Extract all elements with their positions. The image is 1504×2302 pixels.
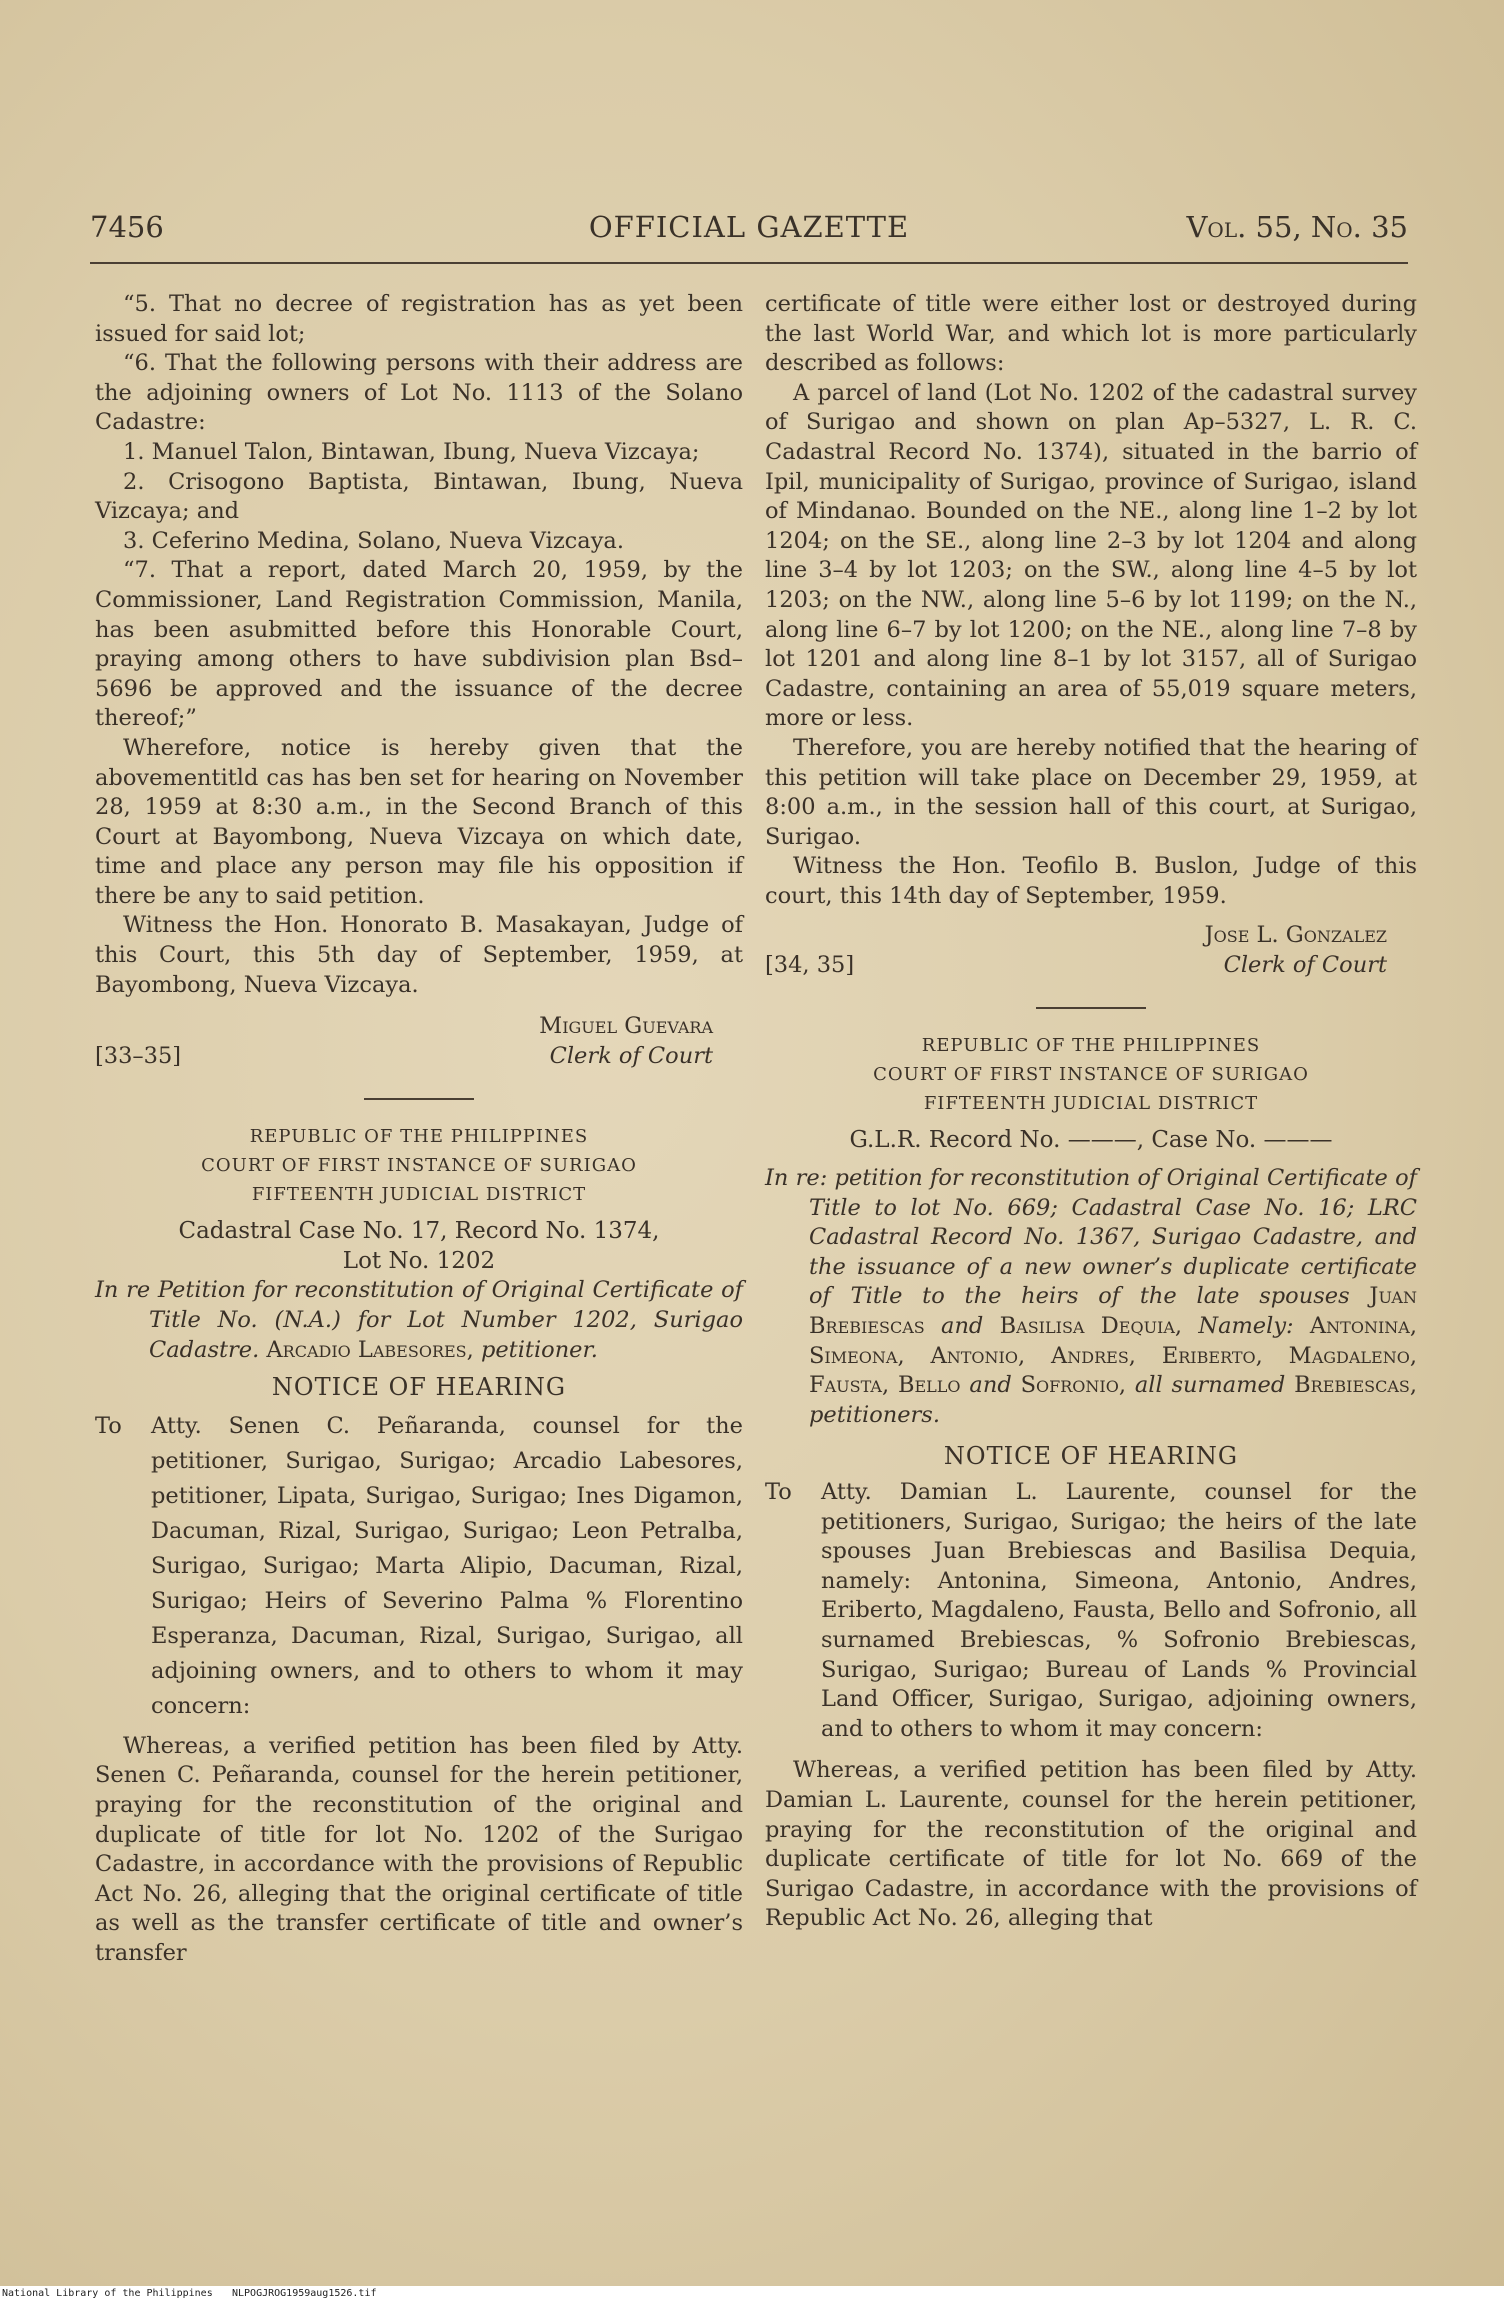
issue-reference: [34, 35] xyxy=(765,952,855,979)
case-caption xyxy=(95,1217,743,1276)
paragraph: Whereas, a verified petition has been filed by Atty. Senen C. Peñaranda, counsel for the herein petitioner, praying for the reconstitution of the original and duplicate of title for lot No. 1202 of the Surigao Cadastre, in accordance with the provisions of Republic Act No. 26, alleging that the original certificate of title as well as the transfer certificate of title and owner’s transfer xyxy=(95,1732,743,1966)
signature-block xyxy=(95,1012,743,1074)
case-line: Lot No. 1202 xyxy=(342,1247,496,1274)
to-label: To xyxy=(765,1479,792,1505)
witness-paragraph: Witness the Hon. Teofilo B. Buslon, Judge of this court, this 14th day of September, 1959. xyxy=(765,853,1417,909)
paragraph: “7. That a report, dated March 20, 1959, by the Commissioner, Land Registration Commission, Manila, has been asubmitted before this Honorable Court, praying among others to have subdivision plan Bsd–5696 be approved and the issuance of the decree thereof;” xyxy=(95,557,743,732)
volume-number: Vol. 55, No. 35 xyxy=(1186,210,1408,244)
addressees xyxy=(95,1409,743,1724)
list-item: 3. Ceferino Medina, Solano, Nueva Vizcaya. xyxy=(123,527,624,554)
section-divider xyxy=(364,1098,474,1100)
paragraph: Therefore, you are hereby notified that the hearing of this petition will take place on December 29, 1959, at 8:00 a.m., in the session hall of this court, at Surigao, Surigao. xyxy=(765,734,1417,850)
paragraph: “5. That no decree of registration has as yet been issued for said lot; xyxy=(95,291,743,347)
header-rule xyxy=(90,262,1408,264)
signature-block xyxy=(765,921,1417,983)
publication-title: OFFICIAL GAZETTE xyxy=(588,210,910,244)
addressee-text: Atty. Damian L. Laurente, counsel for the petitioners, Surigao, Surigao; the heirs of the late spouses Juan Brebiescas and Basilisa Dequia, namely: Antonina, Simeona, Antonio, Andres, Eriberto, Magdaleno, Fausta, Bello and Sofronio, all surnamed Brebiescas, % Sofronio Brebiescas, Surigao, Surigao; Bureau of Lands % Provincial Land Officer, Surigao, Surigao, adjoining owners, and to others to whom it may concern: xyxy=(821,1479,1417,1742)
signatory-role: Clerk of Court xyxy=(1223,952,1387,979)
notice-heading: NOTICE OF HEARING xyxy=(943,1442,1239,1471)
list-item: 2. Crisogono Baptista, Bintawan, Ibung, Nueva Vizcaya; and xyxy=(95,468,743,525)
case-line: Cadastral Case No. 17, Record No. 1374, xyxy=(178,1218,660,1245)
record-line: G.L.R. Record No. ———, Case No. ——— xyxy=(849,1127,1333,1154)
court-line: FIFTEENTH JUDICIAL DISTRICT xyxy=(251,1184,587,1206)
addressees xyxy=(765,1478,1417,1744)
witness-paragraph: Witness the Hon. Honorato B. Masakayan, Judge of this Court, this 5th day of September, 1959, at Bayombong, Nueva Vizcaya. xyxy=(95,912,743,998)
left-column xyxy=(95,290,743,1969)
in-re-caption: In re Petition for reconstitution of Original Certificate of Title No. (N.A.) for Lot Number 1202, Surigao Cadastre. Arcadio Labesores, petitioner. xyxy=(95,1277,743,1363)
addressee-text: Atty. Senen C. Peñaranda, counsel for the petitioner, Surigao, Surigao; Arcadio Labesores, petitioner, Lipata, Surigao, Surigao; Ines Digamon, Dacuman, Rizal, Surigao, Surigao; Leon Petralba, Surigao, Surigao; Marta Alipio, Dacuman, Rizal, Surigao; Heirs of Severino Palma % Florentino Esperanza, Dacuman, Rizal, Surigao, Surigao, all adjoining owners, and to others to whom it may concern: xyxy=(151,1412,743,1719)
court-caption xyxy=(95,1122,743,1209)
library-credit: National Library of the Philippines xyxy=(2,2288,213,2299)
issue-reference: [33–35] xyxy=(95,1043,182,1070)
paragraph: Wherefore, notice is hereby given that the abovementitld cas has ben set for hearing on November 28, 1959 at 8:30 a.m., in the Second Branch of this Court at Bayombong, Nueva Vizcaya on which date, time and place any person may file his opposition if there be any to said petition. xyxy=(95,734,743,909)
list-item: 1. Manuel Talon, Bintawan, Ibung, Nueva Vizcaya; xyxy=(123,438,700,465)
court-line: COURT OF FIRST INSTANCE OF SURIGAO xyxy=(873,1064,1309,1086)
signatory-name: Jose L. Gonzalez xyxy=(1204,922,1387,949)
lot-description: A parcel of land (Lot No. 1202 of the cadastral survey of Surigao and shown on plan Ap–5327, L. R. C. Cadastral Record No. 1374), situated in the barrio of Ipil, municipality of Surigao, province of Surigao, island of Mindanao. Bounded on the NE., along line 1–2 by lot 1204; on the SE., along line 2–3 by lot 1204 and along line 3–4 by lot 1203; on the SW., along line 4–5 by lot 1203; on the NW., along line 5–6 by lot 1199; on the N., along line 6–7 by lot 1200; on the NE., along line 7–8 by lot 1201 and along line 8–1 by lot 3157, all of Surigao Cadastre, containing an area of 55,019 square meters, more or less. xyxy=(765,379,1417,732)
court-line: FIFTEENTH JUDICIAL DISTRICT xyxy=(923,1093,1259,1115)
signatory-name: Miguel Guevara xyxy=(539,1013,713,1040)
court-line: REPUBLIC OF THE PHILIPPINES xyxy=(249,1126,589,1148)
paragraph: certificate of title were either lost or destroyed during the last World War, and which lot is more particularly described as follows: xyxy=(765,291,1417,377)
scan-footer xyxy=(0,2286,1504,2302)
paragraph: “6. That the following persons with their address are the adjoining owners of Lot No. 1113 of the Solano Cadastre: xyxy=(95,350,743,436)
page-number: 7456 xyxy=(90,210,164,244)
notice-heading: NOTICE OF HEARING xyxy=(271,1373,567,1402)
to-label: To xyxy=(95,1412,122,1439)
right-column xyxy=(765,290,1417,1934)
court-line: REPUBLIC OF THE PHILIPPINES xyxy=(921,1035,1261,1057)
page-header xyxy=(90,210,1408,250)
signatory-role: Clerk of Court xyxy=(549,1043,713,1070)
section-divider xyxy=(1036,1007,1146,1009)
scan-filename: NLPOGJROG1959aug1526.tif xyxy=(232,2288,377,2299)
in-re-caption: In re: petition for reconstitution of Original Certificate of Title to lot No. 669; Cadastral Case No. 16; LRC Cadastral Record No. 1367, Surigao Cadastre, and the issuance of a new owner’s duplicate certificate of Title to the heirs of the late spouses Juan Brebiescas and Basilisa Dequia, Namely: Antonina, Simeona, Antonio, Andres, Eriberto, Magdaleno, Fausta, Bello and Sofronio, all surnamed Brebiescas, petitioners. xyxy=(765,1165,1418,1428)
court-caption xyxy=(765,1031,1417,1118)
court-line: COURT OF FIRST INSTANCE OF SURIGAO xyxy=(201,1155,637,1177)
paragraph: Whereas, a verified petition has been filed by Atty. Damian L. Laurente, counsel for the herein petitioner, praying for the reconstitution of the original and duplicate certificate of title for lot No. 669 of the Surigao Cadastre, in accordance with the provisions of Republic Act No. 26, alleging that xyxy=(765,1757,1417,1932)
